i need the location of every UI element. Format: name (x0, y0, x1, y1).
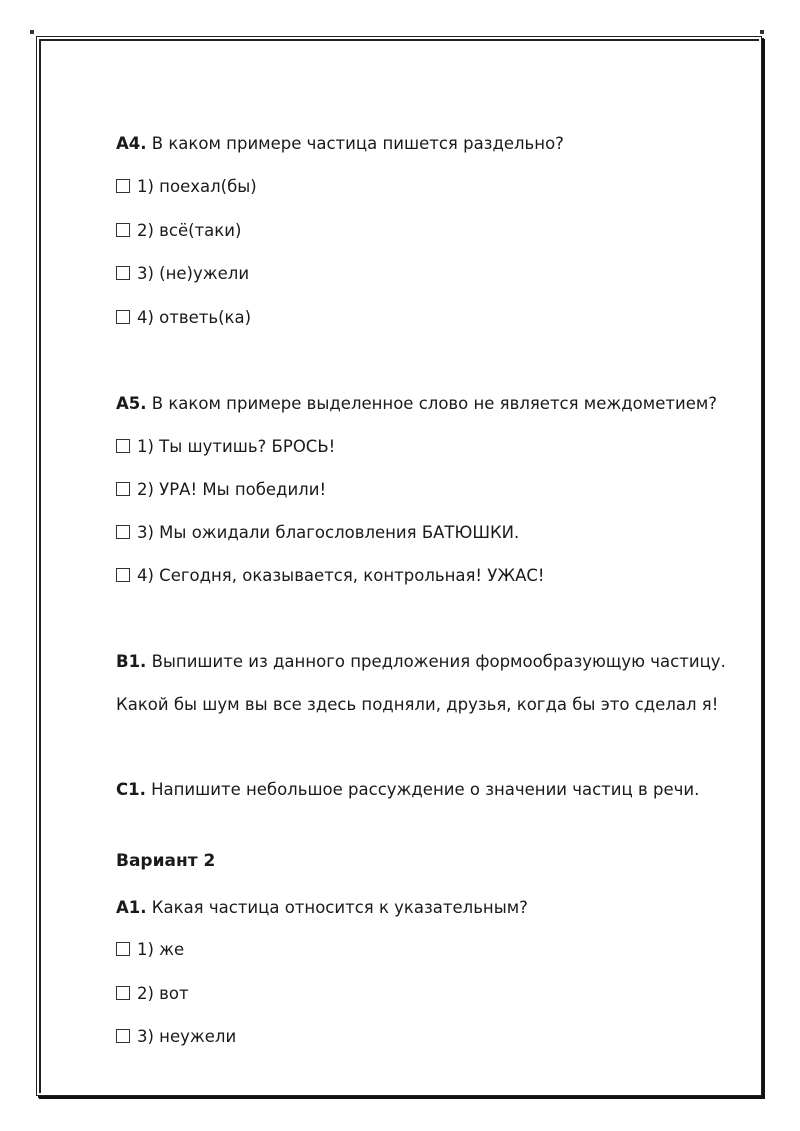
question-text: Выпишите из данного предложения формообразующую частицу. (151, 652, 726, 671)
question-number: А1. (116, 898, 147, 917)
question-v2-a1 (116, 897, 528, 919)
option-label: 2) УРА! Мы победили! (137, 480, 327, 499)
option-a5-2[interactable] (116, 479, 326, 501)
question-text: В каком примере частица пишется раздельно? (151, 134, 564, 153)
question-text: В каком примере выделенное слово не является междометием? (151, 394, 718, 413)
option-a4-1[interactable] (116, 176, 257, 198)
option-label: 2) вот (137, 984, 189, 1003)
option-v2-a1-3[interactable] (116, 1026, 236, 1048)
question-number: А4. (116, 134, 147, 153)
checkbox-icon[interactable] (116, 266, 130, 280)
checkbox-icon[interactable] (116, 568, 130, 582)
option-label: 3) неужели (137, 1027, 237, 1046)
option-label: 3) Мы ожидали благословления БАТЮШКИ. (137, 523, 520, 542)
checkbox-icon[interactable] (116, 482, 130, 496)
option-label: 1) поехал(бы) (137, 177, 257, 196)
question-text: Напишите небольшое рассуждение о значении частиц в речи. (151, 780, 700, 799)
option-v2-a1-2[interactable] (116, 983, 189, 1005)
question-b1-sentence: Какой бы шум вы все здесь подняли, друзья, когда бы это сделал я! (116, 695, 719, 714)
corner-mark-top-left (30, 30, 34, 34)
option-label: 3) (не)ужели (137, 264, 250, 283)
question-text: Какая частица относится к указательным? (151, 898, 528, 917)
option-a4-2[interactable] (116, 220, 241, 242)
checkbox-icon[interactable] (116, 310, 130, 324)
question-b1 (116, 651, 726, 673)
question-number: А5. (116, 394, 147, 413)
checkbox-icon[interactable] (116, 439, 130, 453)
corner-mark-top-right (760, 30, 764, 34)
checkbox-icon[interactable] (116, 179, 130, 193)
question-a5 (116, 393, 717, 415)
option-a4-3[interactable] (116, 263, 249, 285)
checkbox-icon[interactable] (116, 1029, 130, 1043)
question-number: В1. (116, 652, 147, 671)
checkbox-icon[interactable] (116, 986, 130, 1000)
option-label: 4) ответь(ка) (137, 308, 252, 327)
question-c1 (116, 779, 699, 801)
option-label: 1) же (137, 940, 185, 959)
option-label: 4) Сегодня, оказывается, контрольная! УЖАС! (137, 566, 545, 585)
option-a4-4[interactable] (116, 307, 251, 329)
checkbox-icon[interactable] (116, 942, 130, 956)
option-label: 1) Ты шутишь? БРОСЬ! (137, 437, 336, 456)
option-a5-4[interactable] (116, 565, 545, 587)
option-a5-3[interactable] (116, 522, 519, 544)
option-a5-1[interactable] (116, 436, 335, 458)
checkbox-icon[interactable] (116, 525, 130, 539)
checkbox-icon[interactable] (116, 223, 130, 237)
variant-heading: Вариант 2 (116, 851, 216, 871)
question-number: С1. (116, 780, 146, 799)
question-a4 (116, 133, 564, 155)
option-label: 2) всё(таки) (137, 221, 242, 240)
option-v2-a1-1[interactable] (116, 939, 184, 961)
